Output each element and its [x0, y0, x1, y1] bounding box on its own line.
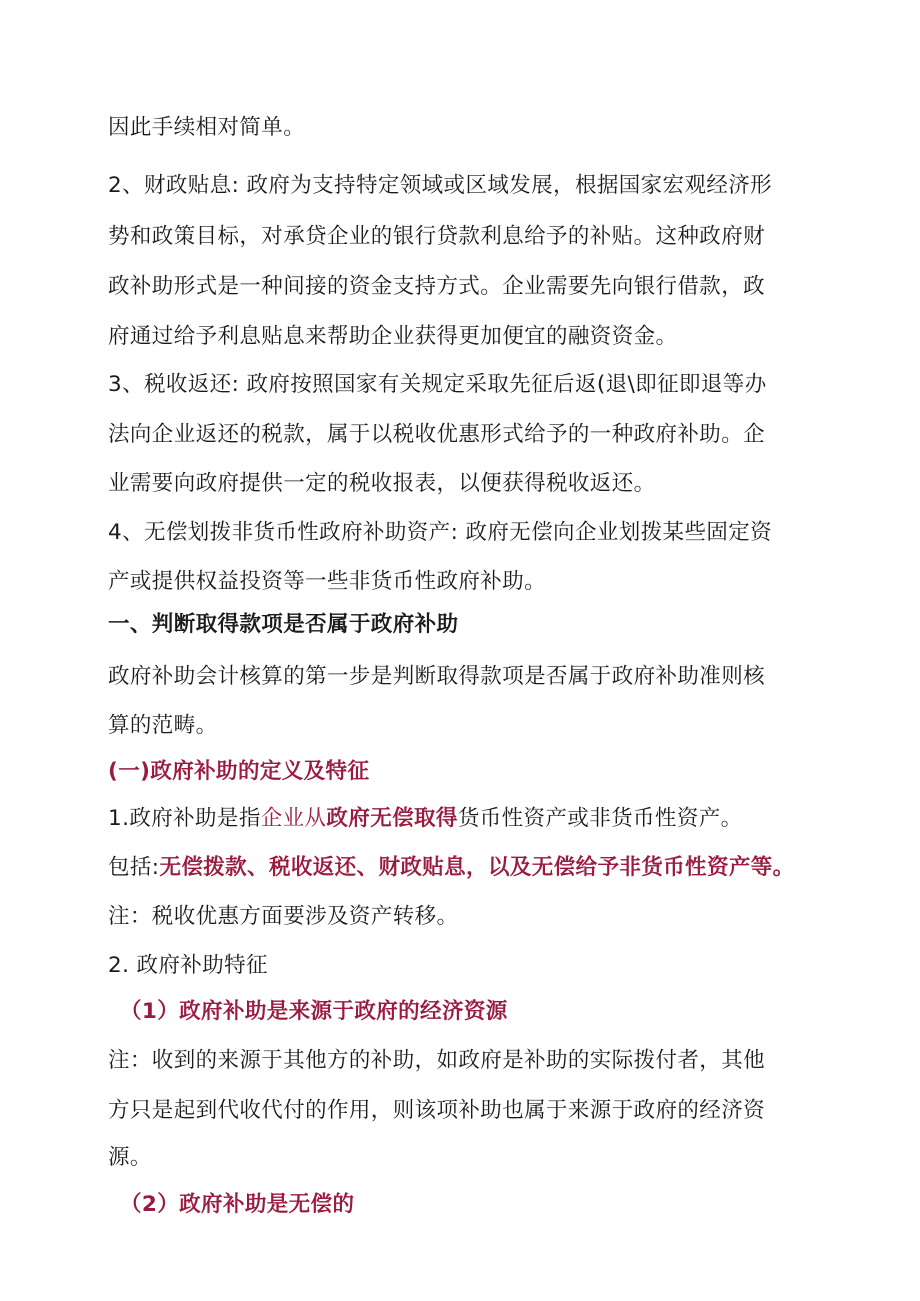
definition-text-c: 政府无偿取得: [326, 806, 458, 831]
includes-line: [108, 853, 795, 883]
paragraph-line: 府通过给予利息贴息来帮助企业获得更加便宜的融资资金。: [108, 324, 678, 349]
definition-line: [108, 804, 743, 834]
paragraph-line: 源。: [108, 1145, 152, 1170]
features-heading: 2. 政府补助特征: [108, 953, 268, 978]
feature-1-heading: （1）政府补助是来源于政府的经济资源: [120, 999, 508, 1024]
paragraph-line: 注：收到的来源于其他方的补助，如政府是补助的实际拨付者，其他: [108, 1048, 766, 1073]
item-4-nonmonetary-line: 4、无偿划拨非货币性政府补助资产: 政府无偿向企业划拨某些固定资: [108, 520, 773, 545]
paragraph-line: 因此手续相对简单。: [108, 115, 306, 140]
item-2-fiscal-interest-line: 2、财政贴息: 政府为支持特定领域或区域发展，根据国家宏观经济形: [108, 173, 773, 198]
definition-text-a: 1.政府补助是指: [108, 806, 261, 831]
includes-label: 包括:: [108, 855, 160, 880]
paragraph-line: 业需要向政府提供一定的税收报表，以便获得税收返还。: [108, 471, 656, 496]
definition-text-d: 货币性资产或非货币性资产。: [457, 806, 743, 831]
paragraph-line: 势和政策目标，对承贷企业的银行贷款利息给予的补贴。这种政府财: [108, 224, 766, 249]
includes-items: 无偿拨款、税收返还、财政贴息，以及无偿给予非货币性资产等。: [159, 855, 795, 880]
note-line: 注：税收优惠方面要涉及资产转移。: [108, 904, 459, 929]
paragraph-line: 法向企业返还的税款，属于以税收优惠形式给予的一种政府补助。企: [108, 422, 766, 447]
definition-text-b: 企业从: [260, 806, 327, 831]
paragraph-line: 政府补助会计核算的第一步是判断取得款项是否属于政府补助准则核: [108, 664, 766, 689]
paragraph-line: 方只是起到代收代付的作用，则该项补助也属于来源于政府的经济资: [108, 1098, 766, 1123]
paragraph-line: 算的范畴。: [108, 713, 218, 738]
paragraph-line: 产或提供权益投资等一些非货币性政府补助。: [108, 569, 547, 594]
section-heading-1: 一、判断取得款项是否属于政府补助: [108, 612, 459, 637]
subsection-heading-definition: (一)政府补助的定义及特征: [108, 759, 370, 784]
feature-2-heading: （2）政府补助是无偿的: [120, 1192, 355, 1217]
item-3-tax-refund-line: 3、税收返还: 政府按照国家有关规定采取先征后返(退\即征即退等办: [108, 372, 767, 397]
paragraph-line: 政补助形式是一种间接的资金支持方式。企业需要先向银行借款，政: [108, 274, 766, 299]
